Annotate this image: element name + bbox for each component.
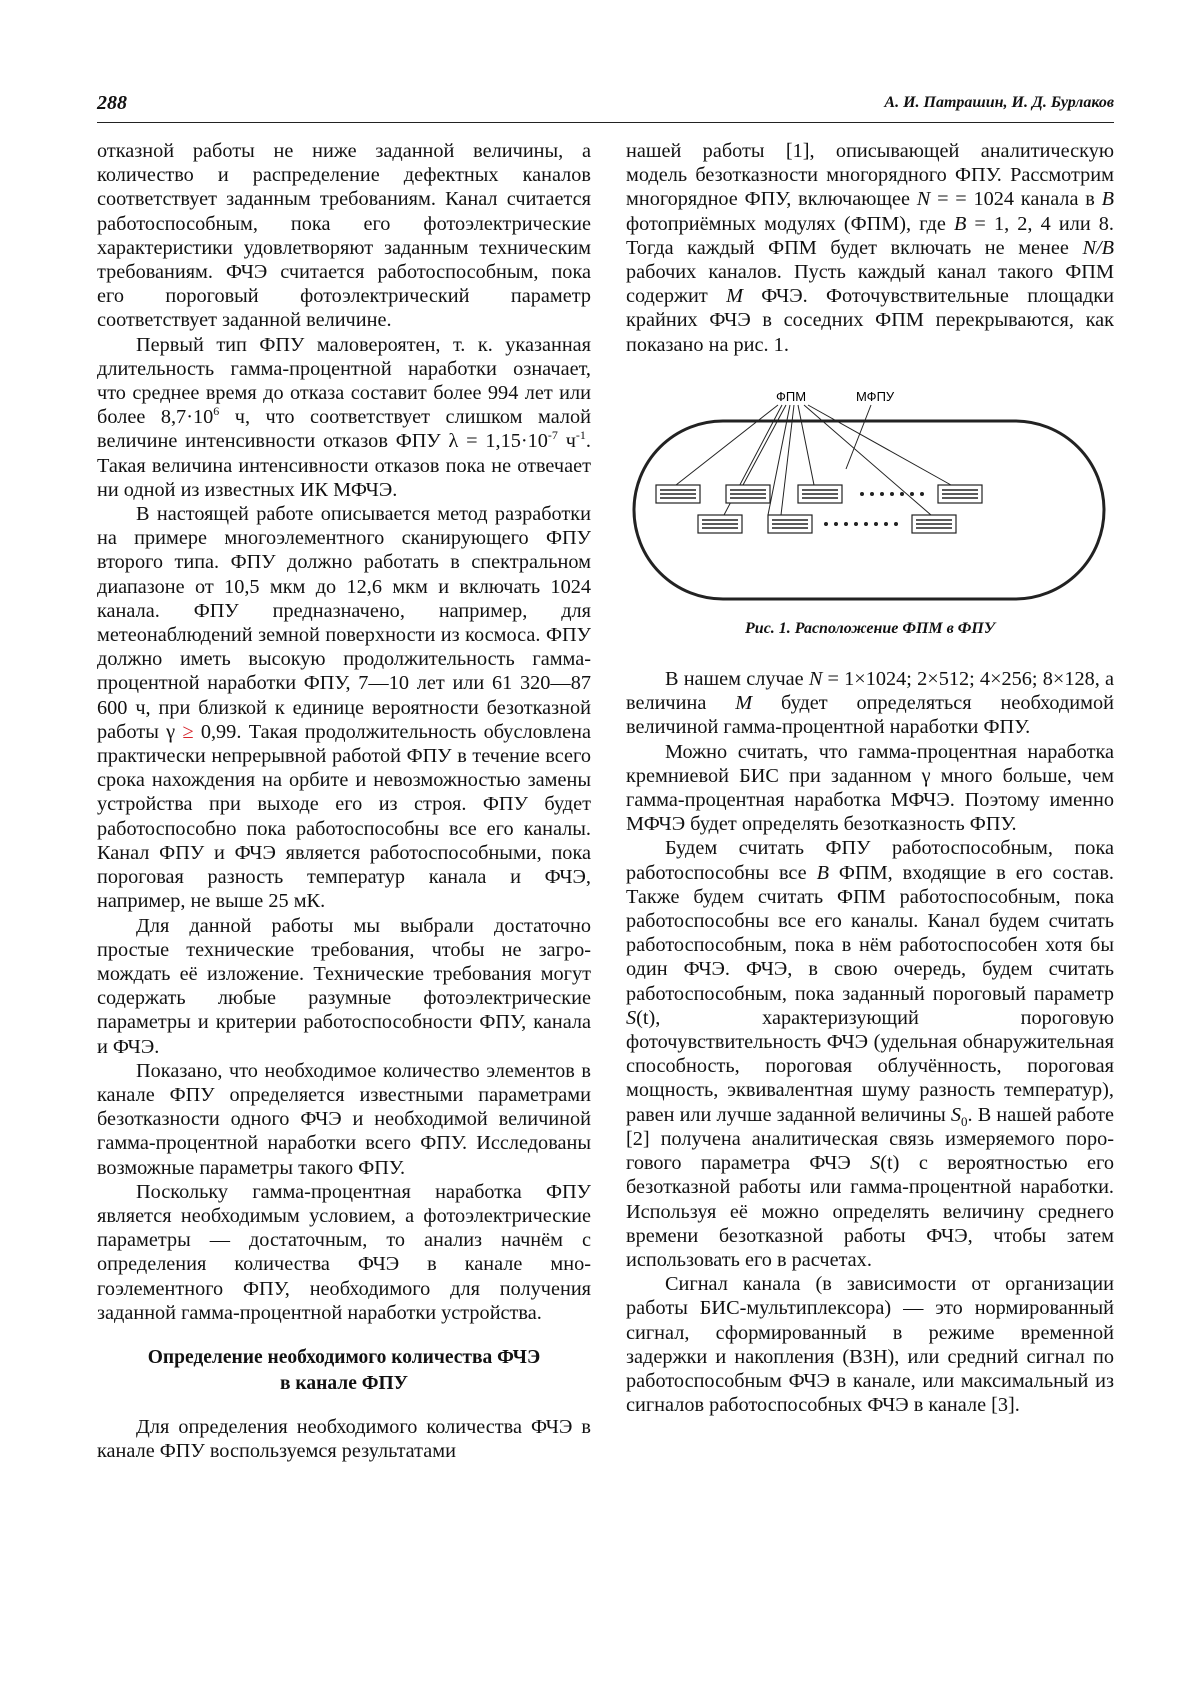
label-fpm: ФПМ: [776, 388, 807, 404]
paragraph: Первый тип ФПУ маловероятен, т. к. указанная длительность гамма-процентной наработки означает, что среднее время до отказа составит более 994 лет или более $8,7\cdot 10^6$ ч, что соответствует слишком малой величине интенсивности отказов ФПУ $\lambda = 1,15\cdot 10^{-7}$ $ч^{-1}$. Такая величина интенсивности отказов пока не отвечает ни одной из известных ИК МФЧЭ.: [97, 333, 591, 501]
page-number: 288: [97, 92, 127, 114]
figure-fpm-layout: [626, 387, 1114, 605]
greater-equal-symbol: ≥: [182, 720, 194, 743]
page-header: [97, 88, 1114, 123]
left-column: [97, 139, 591, 1463]
paragraph: Будем считать ФПУ работоспособным, пока работоспособны все B ФПМ, входящие в его состав. Также будем считать ФПМ работоспособным, пока работоспособны все его каналы. Канал будем считать работоспособным, пока в нём работоспособен хотя бы один ФЧЭ. ФЧЭ, в свою очередь, будем считать работоспособным, пока заданный пороговый параметр S(t), характеризующий пороговую фоточувствительность ФЧЭ (удельная обнаружительная способность, пороговая облучённость, пороговая мощность, эквивалентная шуму разность температур), равен или лучше заданной величины $S_0$. В нашей работе [2] получена аналитическая связь измеряемого порогового параметра ФЧЭ S(t) с вероятностью его безотказной работы или гамма-процентной наработки. Используя её можно определять величину среднего времени безотказной работы ФЧЭ, чтобы затем использовать его в расчетах.: [626, 837, 1115, 1271]
fpm-module: [698, 515, 742, 533]
ellipsis-dots: [824, 522, 898, 526]
label-mfpu: МФПУ: [856, 388, 895, 404]
paragraph: нашей работы [1], описывающей аналитическую модель безотказности многорядного ФПУ. Рассмотрим многорядное ФПУ, включающее N = = 1024 канала в B фотоприёмных модулях (ФПМ), где B = 1, 2, 4 или 8. Тогда каждый ФПМ будет включать не менее N/B рабочих каналов. Пусть каждый канал такого ФПМ содержит M ФЧЭ. Фоточувствительные площадки крайних ФЧЭ в соседних ФПМ перекрываются, как показано на рис. 1.: [626, 140, 1114, 356]
fpm-module: [798, 485, 842, 503]
paragraph: В нашем случае N = 1×1024; 2×512; 4×256; 8×128, а величина M будет определяться необходимой величиной гамма-процентной наработки ФПУ.: [626, 668, 1114, 739]
mfpu-housing: [634, 421, 1104, 599]
paragraph: Можно считать, что гамма-процентная наработка кремниевой БИС при заданном γ много больше, чем гамма-процентная наработка МФЧЭ. Поэтому именно МФЧЭ будет определять безотказность ФПУ.: [626, 740, 1114, 836]
paragraph: Показано, что необходимое количество элементов в канале ФПУ определяется известными параметрами безотказности одного ФЧЭ и необходимой величиной гамма-процентной наработки всего ФПУ. Исследованы возможные параметры такого ФПУ.: [97, 1059, 591, 1179]
fpm-module: [912, 515, 956, 533]
fpm-module: [656, 485, 700, 503]
ellipsis-dots: [860, 492, 924, 496]
paragraph: Поскольку гамма-процентная наработка ФПУ является необходимым условием, а фотоэлектрические параметры — достаточным, то анализ начнём с определения количества ФЧЭ в канале многоэлементного ФПУ, необходимого для получения заданной гамма-процентной наработки устройства.: [97, 1180, 591, 1324]
fpm-diagram: [626, 387, 1114, 605]
paragraph: В настоящей работе описывается метод разработки на примере многоэлементного сканирующего ФПУ второго типа. ФПУ должно работать в спектральном диапазоне от 10,5 мкм до 12,6 мкм и включать 1024 канала. ФПУ предназначено, например, для метеонаблюдений земной поверхности из космоса. ФПУ должно иметь высокую продолжительность гамма-процентной наработки ФПУ, 7—10 лет или 61 320—87 600 ч, при близкой к единице вероятности безотказной работы γ ≥ 0,99. Такая продолжительность обусловлена практически непрерывной работой ФПУ в течение всего срока нахождения на орбите и невозможностью замены устройства при выходе его из строя. ФПУ будет работоспособно пока работоспособны все его каналы. Канал ФПУ и ФЧЭ является работоспособными, пока пороговая разность температур канала и ФЧЭ, например, не выше 25 мК.: [97, 503, 591, 913]
section-heading: Определение необходимого количества ФЧЭ в канале ФПУ: [147, 1346, 541, 1394]
paragraph: Сигнал канала (в зависимости от организации работы БИС-мультиплексора) — это нормированный сигнал, сформированный в режиме временной задержки и накопления (ВЗН), или средний сигнал по работоспособным ФЧЭ в канале, или максимальный из сигналов работоспособных ФЧЭ в канале [3].: [626, 1273, 1114, 1417]
fpm-bottom-row: [698, 515, 956, 533]
fpm-module: [768, 515, 812, 533]
right-column: [626, 139, 1114, 1417]
fpm-module: [726, 485, 770, 503]
paragraph: отказной работы не ниже заданной величины, а количество и распределение дефектных каналов соответствует заданным требованиям. Канал считается работоспособным, пока его фотоэлектрические характеристики удовлетворяют заданным техническим требованиям. ФЧЭ считается работоспособным, пока его пороговый фотоэлектрический параметр соответствует заданной величине.: [97, 140, 591, 332]
fpm-module: [938, 485, 982, 503]
paragraph: Для определения необходимого количества ФЧЭ в канале ФПУ воспользуемся результатами: [97, 1415, 591, 1463]
fpm-top-row: [656, 485, 982, 503]
figure-caption: Рис. 1. Расположение ФПМ в ФПУ: [745, 619, 995, 637]
paragraph: Для данной работы мы выбрали достаточно простые технические требования, чтобы не загромождать её изложение. Технические требования могут содержать любые разумные фотоэлектрические параметры и критерии работоспособности ФПУ, канала и ФЧЭ.: [97, 914, 591, 1058]
running-title: А. И. Патрашин, И. Д. Бурлаков: [884, 94, 1114, 111]
